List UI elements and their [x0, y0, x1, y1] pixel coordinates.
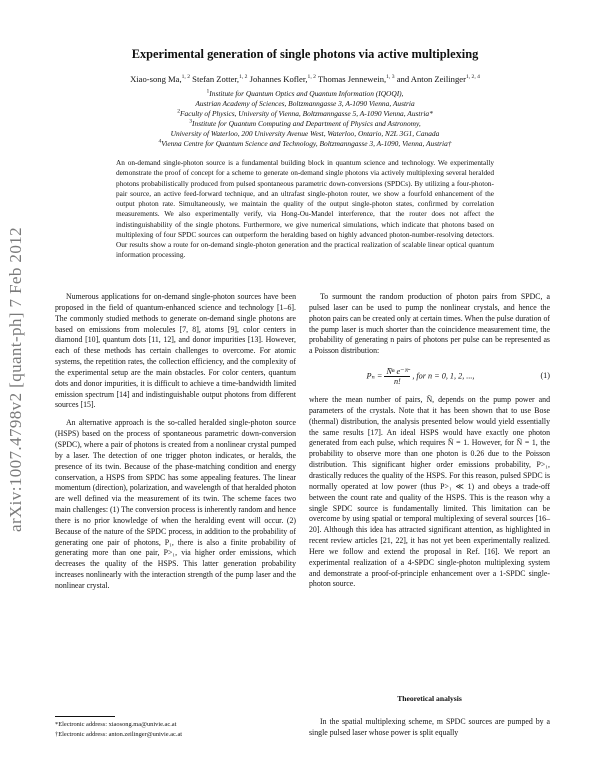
- right-column: [309, 292, 550, 590]
- paper-title: Experimental generation of single photons via active multiplexing: [131, 47, 479, 61]
- author: Xiao-song Ma,$^{1, 2}$: [130, 74, 191, 84]
- left-column: [55, 292, 296, 592]
- affiliation-line: $^3$Institute for Quantum Computing and Department of Physics and Astronomy,: [189, 118, 421, 128]
- equation-numerator: N̄ⁿ e⁻ᴺ̄: [386, 366, 409, 376]
- body-paragraph: In the spatial multiplexing scheme, m SPDC sources are pumped by a single pulsed laser whose power is split equally: [309, 717, 550, 737]
- section-heading: Theoretical analysis: [397, 694, 462, 703]
- affiliations: [80, 89, 530, 148]
- equation-condition: , for n = 0, 1, 2, ...,: [412, 370, 475, 380]
- footnote: †Electronic address: anton.zeilinger@univie.ac.at: [55, 730, 183, 738]
- affiliation-line: University of Waterloo, 200 University Avenue West, Waterloo, Ontario, N2L 3G1, Canada: [170, 128, 440, 138]
- affiliation-line: Austrian Academy of Sciences, Boltzmanngasse 3, A-1090 Vienna, Austria: [195, 98, 415, 108]
- equation-lhs: Pₙ =: [366, 370, 383, 380]
- equation-fraction: [384, 367, 410, 386]
- affiliation-line: $^4$Vienna Centre for Quantum Science and Technology, Boltzmanngasse 3, A-1090, Vienna, Austria†: [158, 138, 452, 148]
- author: Thomas Jennewein,$^{1, 3}$: [317, 74, 395, 84]
- author: Johannes Kofler,$^{1, 2}$: [249, 74, 316, 84]
- author: Stefan Zotter,$^{1, 2}$: [192, 74, 248, 84]
- equation-number: (1): [540, 370, 550, 380]
- footnote: *Electronic address: xiaosong.ma@univie.ac.at: [55, 721, 177, 728]
- affiliation-line: $^1$Institute for Quantum Optics and Quantum Information (IQOQI),: [206, 88, 404, 98]
- body-paragraph: To surmount the random production of photon pairs from SPDC, a pulsed laser can be used to pump the nonlinear crystals, and hence the photon pairs can be created only at certain times. When the pulse duration of the pump laser is much shorter than the coincidence measurement time, the probability of generating n pairs of photons per pulse can be represented as a Poisson distribution:: [309, 292, 550, 356]
- author-list: [70, 74, 540, 84]
- footnote-divider: [55, 716, 115, 717]
- equation-1: [309, 366, 550, 386]
- author: and Anton Zeilinger$^{1, 2, 4}$: [396, 74, 480, 84]
- abstract: An on-demand single-photon source is a fundamental building block in quantum science and technology. We experimentally demonstrate the proof of concept for a scheme to generate on-demand single photons via actively multiplexing several heralded photons probabilistically produced from pulsed spontaneous parametric down-conversions (SPDCs). By utilizing a four-photon-pair source, an active feed-forward technique, and an ultrafast single-photon router, we show a fourfold enhancement of the output photon rate. Simultaneously, we maintain the quality of the output single-photon states, confirmed by correlation measurements. We also experimentally verify, via Hong-Ou-Mandel interference, that the router does not affect the indistinguishability of the single photons. Furthermore, we give numerical simulations, which indicate that photons based on multiplexing of four SPDC sources can outperform the heralding based on highly advanced photon-number-resolving detectors. Our results show a route for on-demand single-photon generation and the practical realization of scalable linear optical quantum information processing.: [116, 158, 494, 260]
- equation-body: [309, 367, 532, 386]
- equation-denominator: n!: [393, 376, 401, 386]
- body-paragraph: An alternative approach is the so-called heralded single-photon source (HSPS) based on the process of spontaneous parametric down-conversion (SPDC), where a pair of photons is created from a nonlinear crystal pumped by a laser. The detection of one trigger photon indicates, or heralds, the presence of its twin. Because of the phase-matching condition and energy conservation, a HSPS from SPDC has some appealing features. The linear momentum (direction), polarization, and wavelength of that heralded photon are well defined via the measurement of its twin. The scheme faces two main challenges: (1) The conversion process is inherently random and hence there is no prior knowledge of when the heralding event will occur. (2) Because of the nature of the SPDC process, in addition to the probability of generating one pair of photons, P₁, there is also a finite probability of generating more than one pair, P>₁, via higher order emissions, which decreases the quality of the HSPS. This latter generation probability increases nonlinearly with the interaction strength of the pump laser and the nonlinear crystal.: [55, 418, 296, 590]
- body-paragraph: Numerous applications for on-demand single-photon sources have been proposed in the field of quantum-enhanced science and technology [1–6]. The commonly studied methods to generate on-demand single photons are based on emissions from molecules [7, 8], atoms [9], color centers in diamond [10], quantum dots [11, 12], and donor impurities [13]. However, each of these methods has certain challenges to overcome. For atomic systems, the repetition rates, the collection efficiency, and the complexity of the experimental setup are the main obstacles. For color centers, quantum dots and donor impurities, it is difficult to achieve a time-bandwidth limited emission spectrum [14] and indistinguishable output photons from different sources [15].: [55, 292, 296, 410]
- footnotes: [55, 720, 296, 739]
- body-paragraph: where the mean number of pairs, N̄, depends on the pump power and parameters of the crystals. Note that it has been shown that to use Bose (thermal) distribution, the analysis presented below would yield essentially the same results [17]. An ideal HSPS would have exactly one photon generated from each pulse, which requires N̄ = 1. However, for N̄ = 1, the probability to observe more than one photon is 0.26 due to the Poisson distribution. This significant higher order emissions probability, P>₁, drastically reduces the quality of the HSPS. For this reason, pulsed SPDC is normally operated at low power (thus P>₁ ≪ 1) and obeys a trade-off between the count rate and quality of the HSPS. This is the reason why a single SPDC source is fundamentally limited. This limitation can be overcome by using spatial or temporal multiplexing of several sources [16–20]. Although this idea has attracted significant attention, as highlighted in recent review articles [21, 22], it has not yet been experimentally realized. Here we follow and extend the proposal in Ref. [16]. We report an experimental realization of a 4-SPDC single-photon multiplexing system and demonstrate a proof-of-principle enhancement over a 1-SPDC single-photon source.: [309, 395, 550, 589]
- affiliation-line: $^2$Faculty of Physics, University of Vienna, Boltzmanngasse 5, A-1090 Vienna, Austria*: [177, 108, 433, 118]
- arxiv-stamp: arXiv:1007.4798v2 [quant-ph] 7 Feb 2012: [6, 226, 25, 532]
